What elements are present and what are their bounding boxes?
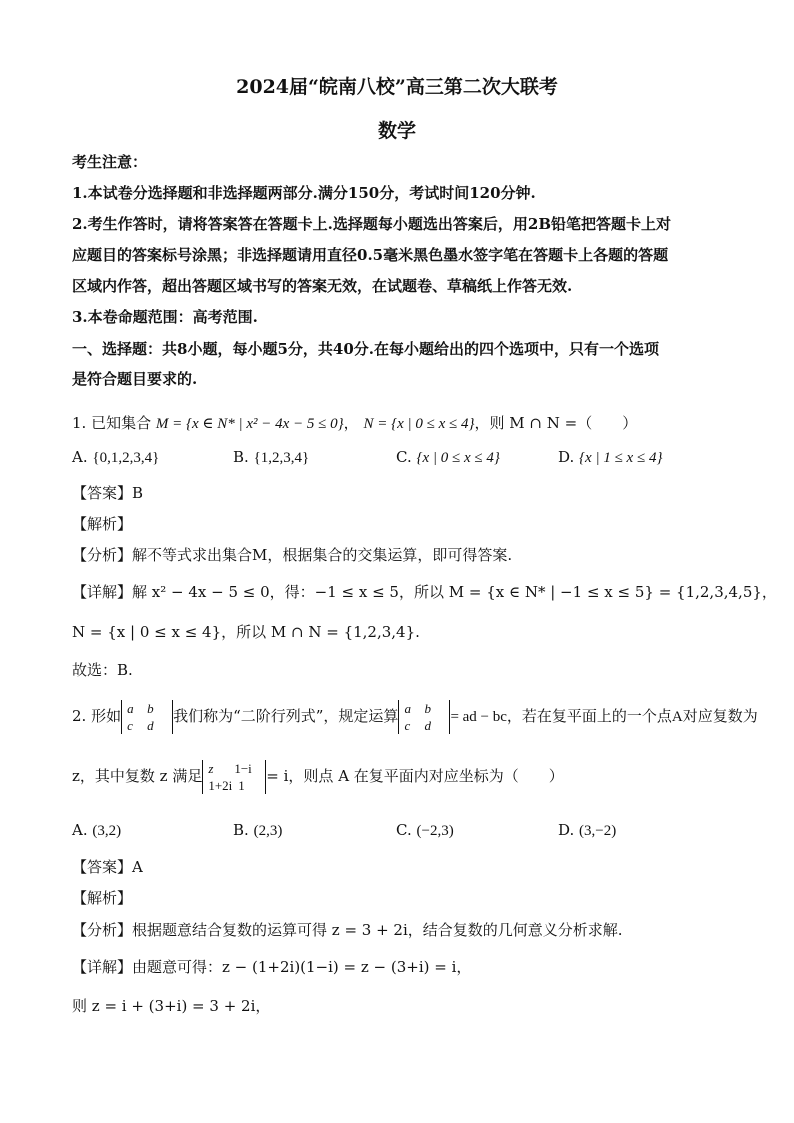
q1-option-b-label: B. <box>233 448 249 466</box>
q1-sep: ， <box>343 414 359 432</box>
q1-option-c <box>396 447 500 468</box>
notice-item-3: 3.本卷命题范围：高考范围. <box>72 308 258 326</box>
q2-option-c-label: C. <box>396 821 412 839</box>
q2-det3-r2c1: 1+2i <box>208 778 233 793</box>
q2-det1-r1c1: a <box>127 701 134 716</box>
q1-analysis: 【分析】解不等式求出集合M，根据集合的交集运算，即可得答案. <box>72 546 513 564</box>
q1-option-c-label: C. <box>396 448 412 466</box>
q1-option-a <box>72 447 159 468</box>
q2-det3-r1c1: z <box>208 761 214 776</box>
q2-answer: 【答案】A <box>72 858 143 876</box>
q2-option-b-label: B. <box>233 821 249 839</box>
q2-determinant-2 <box>398 700 450 734</box>
q2-option-b-text: (2,3) <box>253 823 283 839</box>
q2-det3-r2c2: 1 <box>238 778 245 793</box>
q1-choose: 故选：B. <box>72 661 133 679</box>
q2-option-d-label: D. <box>558 821 575 839</box>
q2-stem-d: z，其中复数 z 满足 <box>72 767 203 785</box>
q2-option-a-text: (3,2) <box>92 823 122 839</box>
section-heading-cont: 是符合题目要求的. <box>72 370 198 388</box>
q2-option-d <box>558 820 616 841</box>
q2-analysis: 【分析】根据题意结合复数的运算可得 z = 3 + 2i，结合复数的几何意义分析求解. <box>72 921 623 939</box>
q2-option-a <box>72 820 121 841</box>
subject-title: 数学 <box>377 120 416 142</box>
q2-det1-r2c2: d <box>147 718 154 733</box>
q2-stem-line2 <box>72 756 564 796</box>
q1-set-m: M = {x ∈ N* | x² − 4x − 5 ≤ 0} <box>155 416 344 432</box>
q1-option-a-text: {0,1,2,3,4} <box>92 450 160 466</box>
q2-stem-e: = i，则点 A 在复平面内对应坐标为（ ） <box>266 767 564 785</box>
notice-item-1: 1.本试卷分选择题和非选择题两部分.满分150分，考试时间120分钟. <box>72 184 536 202</box>
notice-item-2-cont: 应题目的答案标号涂黑；非选择题请用直径0.5毫米黑色墨水签字笔在答题卡上各题的答题 <box>72 246 669 264</box>
q2-det2-r1c1: a <box>404 701 411 716</box>
q2-det2-r2c1: c <box>404 718 411 733</box>
q1-option-d-label: D. <box>558 448 575 466</box>
q2-option-c <box>396 820 454 841</box>
q2-option-b <box>233 820 282 841</box>
exam-title: 2024届“皖南八校”高三第二次大联考 <box>236 76 558 98</box>
q1-set-n: N = {x | 0 ≤ x ≤ 4} <box>363 416 475 432</box>
q2-det2-r2c2: d <box>424 718 431 733</box>
q2-det1-r1c2: b <box>147 701 154 716</box>
q1-jiexi: 【解析】 <box>72 515 133 533</box>
q2-option-d-text: (3,−2) <box>579 823 617 839</box>
q2-stem-b: 我们称为“二阶行列式”，规定运算 <box>173 707 399 725</box>
q2-det1-r2c1: c <box>127 718 133 733</box>
q1-answer: 【答案】B <box>72 484 144 502</box>
q1-stem <box>72 413 637 434</box>
q2-determinant-3 <box>202 760 266 794</box>
q1-detail-2: N = {x | 0 ≤ x ≤ 4}，所以 M ∩ N = {1,2,3,4}. <box>72 623 420 641</box>
notice-item-2: 2.考生作答时，请将答案答在答题卡上.选择题每小题选出答案后，用2B铅笔把答题卡上对 <box>72 215 672 233</box>
q1-stem-pre: 1. 已知集合 <box>72 414 152 432</box>
q2-stem-line1 <box>72 696 758 737</box>
q2-det2-r1c2: b <box>424 701 431 716</box>
q2-stem-a: 2. 形如 <box>72 707 122 725</box>
q2-determinant-1 <box>121 700 173 734</box>
section-heading: 一、选择题：共8小题，每小题5分，共40分.在每小题给出的四个选项中，只有一个选项 <box>72 340 659 358</box>
q1-option-b <box>233 447 309 468</box>
q2-jiexi: 【解析】 <box>72 889 133 907</box>
q1-option-d <box>558 447 662 468</box>
notice-item-2-cont2: 区域内作答，超出答题区域书写的答案无效，在试题卷、草稿纸上作答无效. <box>72 277 573 295</box>
q2-option-c-text: (−2,3) <box>416 823 454 839</box>
q1-option-b-text: {1,2,3,4} <box>253 450 310 466</box>
q2-option-a-label: A. <box>72 821 88 839</box>
q1-detail-1: 【详解】解 x² − 4x − 5 ≤ 0，得：−1 ≤ x ≤ 5，所以 M = {x ∈ N* | −1 ≤ x ≤ 5} = {1,2,3,4,5}， <box>72 583 777 601</box>
q1-option-a-label: A. <box>72 448 88 466</box>
q1-option-d-text: {x | 1 ≤ x ≤ 4} <box>579 450 663 466</box>
q2-detail-1: 【详解】由题意可得：z − (1+2i)(1−i) = z − (3+i) = i， <box>72 958 472 976</box>
q2-detail-2: 则 z = i + (3+i) = 3 + 2i， <box>72 997 271 1015</box>
notice-heading: 考生注意： <box>72 153 148 171</box>
q1-stem-post: ，则 M ∩ N =（ ） <box>474 414 638 432</box>
q2-stem-c: = ad − bc，若在复平面上的一个点A对应复数为 <box>450 709 758 725</box>
q2-det3-r1c2: 1−i <box>234 761 252 776</box>
q1-option-c-text: {x | 0 ≤ x ≤ 4} <box>416 450 500 466</box>
